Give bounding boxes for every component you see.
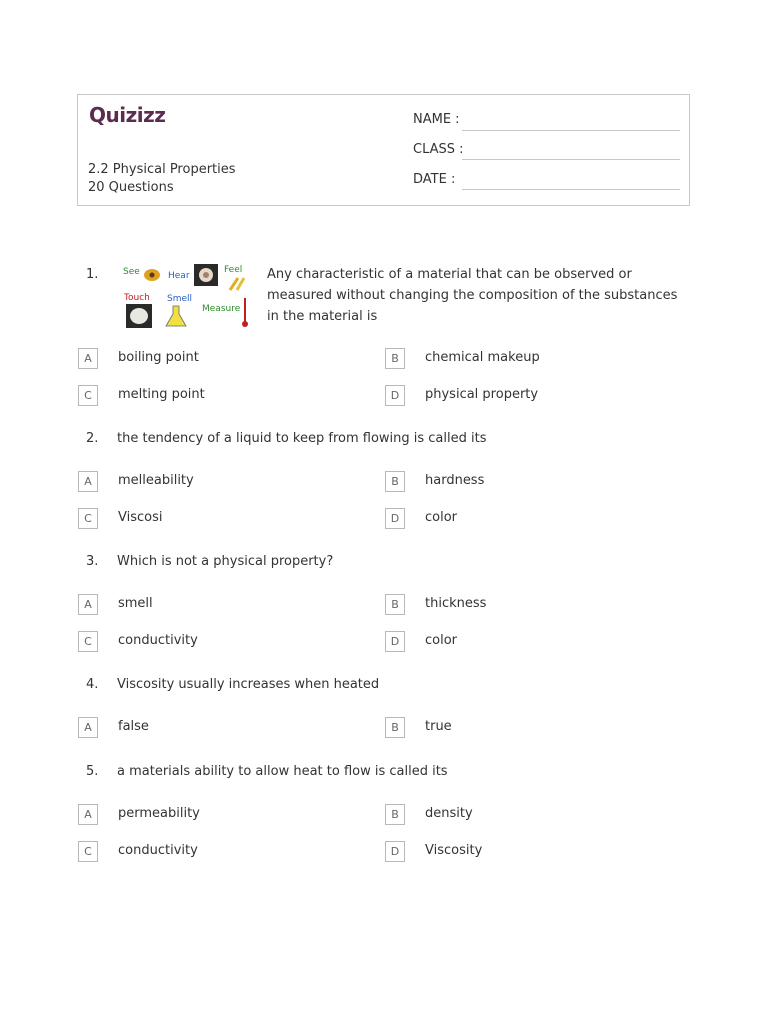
option-text: chemical makeup bbox=[425, 350, 540, 365]
option-text: melting point bbox=[118, 387, 205, 402]
option-text: smell bbox=[118, 596, 153, 611]
class-line bbox=[462, 159, 680, 160]
option-letter: C bbox=[78, 841, 98, 862]
measure-label: Measure bbox=[202, 304, 241, 314]
question-number: 4. bbox=[86, 677, 99, 692]
smell-label: Smell bbox=[167, 294, 193, 304]
feel-label: Feel bbox=[224, 265, 243, 275]
class-label: CLASS : bbox=[413, 142, 464, 157]
date-line bbox=[462, 189, 680, 190]
question-text: Which is not a physical property? bbox=[117, 554, 334, 569]
date-label: DATE : bbox=[413, 172, 456, 187]
question-number: 5. bbox=[86, 764, 99, 779]
eye-icon bbox=[144, 269, 160, 281]
hear-label: Hear bbox=[168, 271, 190, 281]
option-letter: D bbox=[385, 508, 405, 529]
option-letter: B bbox=[385, 594, 405, 615]
touch-label: Touch bbox=[124, 293, 150, 303]
question-count: 20 Questions bbox=[88, 180, 174, 195]
worksheet-header bbox=[77, 94, 690, 206]
quiz-title: 2.2 Physical Properties bbox=[88, 162, 236, 177]
option-letter: C bbox=[78, 508, 98, 529]
option-text: melleability bbox=[118, 473, 194, 488]
option-text: density bbox=[425, 806, 473, 821]
option-letter: D bbox=[385, 385, 405, 406]
question-text: a materials ability to allow heat to flow is called its bbox=[117, 764, 448, 779]
hand-icon bbox=[126, 304, 152, 328]
option-letter: A bbox=[78, 348, 98, 369]
senses-illustration bbox=[120, 260, 254, 330]
question-number: 3. bbox=[86, 554, 99, 569]
option-text: conductivity bbox=[118, 633, 198, 648]
option-letter: A bbox=[78, 804, 98, 825]
option-letter: C bbox=[78, 385, 98, 406]
option-letter: B bbox=[385, 471, 405, 492]
option-text: Viscosity bbox=[425, 843, 483, 858]
question-number: 1. bbox=[86, 267, 99, 282]
option-text: true bbox=[425, 719, 452, 734]
ear-icon bbox=[194, 264, 218, 286]
option-text: hardness bbox=[425, 473, 485, 488]
option-letter: A bbox=[78, 594, 98, 615]
quizizz-logo: Quizizz bbox=[89, 103, 166, 127]
option-text: conductivity bbox=[118, 843, 198, 858]
name-label: NAME : bbox=[413, 112, 460, 127]
option-letter: B bbox=[385, 717, 405, 738]
question-text: the tendency of a liquid to keep from flowing is called its bbox=[117, 431, 487, 446]
option-text: physical property bbox=[425, 387, 539, 402]
option-text: thickness bbox=[425, 596, 487, 611]
see-label: See bbox=[123, 267, 140, 277]
name-line bbox=[462, 130, 680, 131]
question-1-text: Any characteristic of a material that can be observed or measured without changing the composition of the substances in the material is bbox=[267, 267, 678, 324]
option-letter: A bbox=[78, 717, 98, 738]
thermometer-icon bbox=[242, 298, 248, 327]
option-letter: C bbox=[78, 631, 98, 652]
option-letter: D bbox=[385, 631, 405, 652]
option-text: Viscosi bbox=[118, 510, 163, 525]
option-text: color bbox=[425, 510, 458, 525]
question-number: 2. bbox=[86, 431, 99, 446]
flask-icon bbox=[166, 306, 186, 326]
option-letter: B bbox=[385, 804, 405, 825]
option-letter: B bbox=[385, 348, 405, 369]
option-text: color bbox=[425, 633, 458, 648]
question-text: Viscosity usually increases when heated bbox=[117, 677, 380, 692]
option-letter: A bbox=[78, 471, 98, 492]
option-text: false bbox=[118, 719, 149, 734]
option-text: permeability bbox=[118, 806, 200, 821]
option-text: boiling point bbox=[118, 350, 199, 365]
pencils-icon bbox=[230, 278, 244, 290]
option-letter: D bbox=[385, 841, 405, 862]
